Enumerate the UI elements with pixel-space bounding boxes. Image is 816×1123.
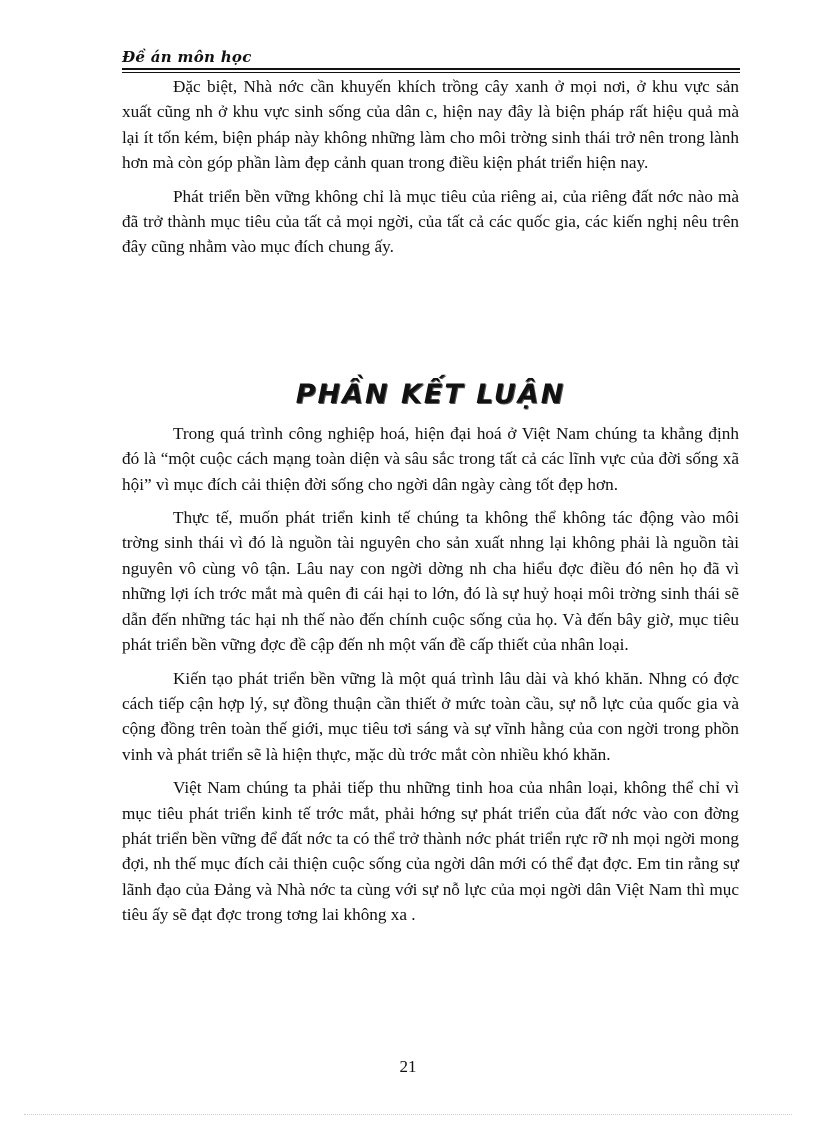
header-rule-thin [122, 72, 740, 73]
header-rule-thick [122, 68, 740, 70]
body-paragraph: Phát triển bền vững không chỉ là mục tiêu của riêng ai, của riêng đất nớc nào mà đã trở thành mục tiêu của tất cả mọi ngời, của tất cả các quốc gia, các kiến nghị nêu trên đây cũng nhằm vào mục đích chung ấy. [122, 186, 739, 257]
footer-divider [24, 1114, 792, 1115]
page-number: 21 [399, 1057, 417, 1076]
body-paragraph: Kiến tạo phát triển bền vững là một quá trình lâu dài và khó khăn. Nhng có đợc cách tiếp cận hợp lý, sự đồng thuận cần thiết ở mức toàn cầu, sự nỗ lực của quốc gia và cộng đồng trên toàn thế giới, mục tiêu tơi sáng và sự vĩnh hằng của con ngời trong phồn vinh và phát triển sẽ là hiện thực, mặc dù trớc mắt còn nhiều khó khăn. [122, 668, 739, 764]
running-header: Đề án môn học [122, 48, 252, 66]
body-paragraph: Trong quá trình công nghiệp hoá, hiện đại hoá ở Việt Nam chúng ta khẳng định đó là “một cuộc cách mạng toàn diện và sâu sắc trong tất cả các lĩnh vực của đời sống xã hội” vì mục đích cải thiện đời sống cho ngời dân ngày càng tốt đẹp hơn. [122, 423, 739, 494]
page-body [122, 74, 739, 936]
body-paragraph: Đặc biệt, Nhà nớc cần khuyến khích trồng cây xanh ở mọi nơi, ở khu vực sản xuất cũng nh ở khu vực sinh sống của dân c, hiện nay đây là biện pháp rất hiệu quả mà lại ít tốn kém, biện pháp này không những làm cho môi trờng sinh thái trở nên trong lành hơn mà còn góp phần làm đẹp cảnh quan trong điều kiện phát triển hiện nay. [122, 77, 739, 173]
body-paragraph: Việt Nam chúng ta phải tiếp thu những tinh hoa của nhân loại, không thể chỉ vì mục tiêu phát triển kinh tế trớc mắt, phải hớng sự phát triển của đất nớc vào con đờng phát triển bền vững để đất nớc ta có thể trở thành nớc phát triển rực rỡ nh mọi ngời mong đợi, nh thế mục đích cải thiện cuộc sống của ngời dân mới có thể đạt đợc. Em tin rằng sự lãnh đạo của Đảng và Nhà nớc ta cùng với sự nỗ lực của mọi ngời dân Việt Nam thì mục tiêu ấy sẽ đạt đợc trong tơng lai không xa . [122, 778, 739, 925]
section-heading: PHẦN KẾT LUẬN [295, 378, 566, 410]
body-paragraph: Thực tế, muốn phát triển kinh tế chúng ta không thể không tác động vào môi trờng sinh thái vì đó là nguồn tài nguyên cho sản xuất nhng lại không phải là nguồn tài nguyên vô cùng vô tận. Lâu nay con ngời dờng nh cha hiểu đợc điều đó nên họ đã vì những lợi ích trớc mắt mà quên đi cái hại to lớn, đó là sự huỷ hoại môi trờng sinh thái sẽ dẫn đến những tác hại nh thế nào đến chính cuộc sống của họ. Và đến bây giờ, mục tiêu phát triển bền vững đợc đề cập đến nh một vấn đề cấp thiết của nhân loại. [122, 508, 739, 655]
